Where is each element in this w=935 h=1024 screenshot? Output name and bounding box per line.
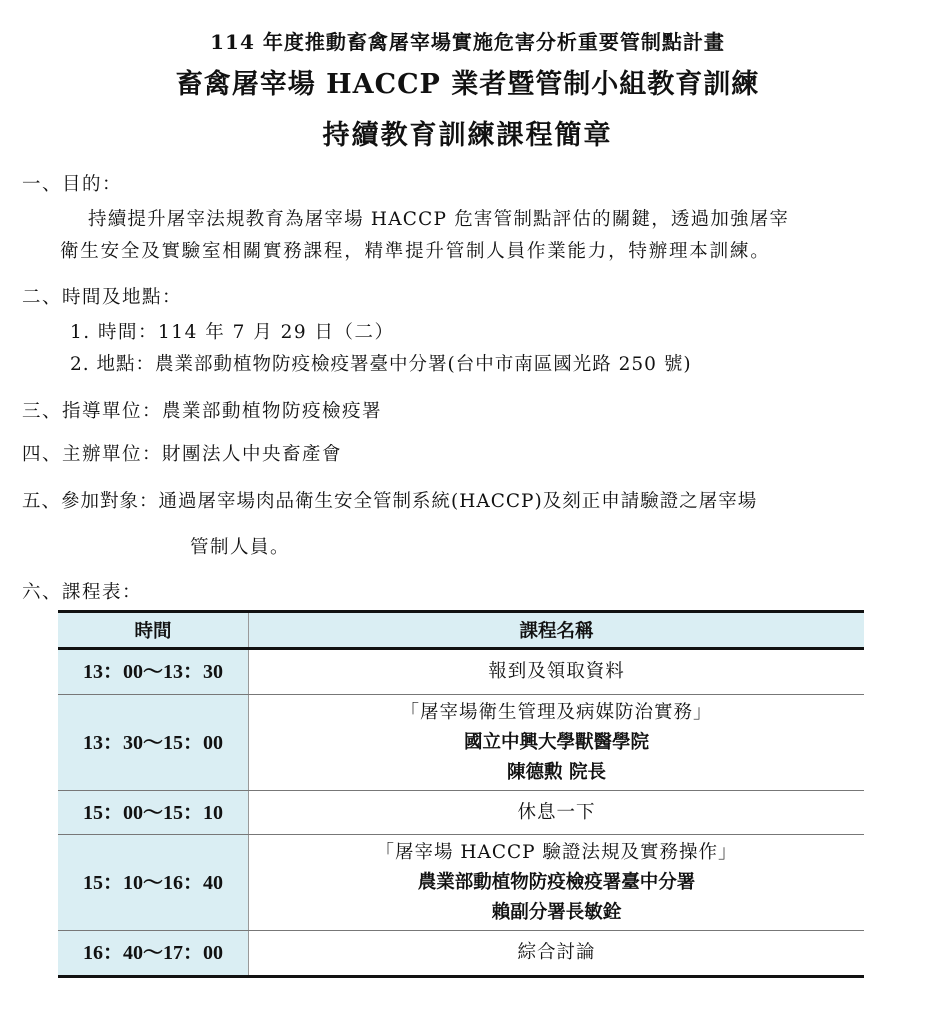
plan-title: 114 年度推動畜禽屠宰場實施危害分析重要管制點計畫: [210, 30, 725, 54]
organizer-unit: 四、主辦單位：財團法人中央畜產會: [22, 444, 343, 465]
purpose-heading: 一、目的：: [22, 174, 123, 195]
table-row: [58, 791, 864, 835]
table-row: [58, 649, 864, 695]
purpose-text-line2: 衛生安全及實驗室相關實務課程，精準提升管制人員作業能力，特辦理本訓練。: [60, 241, 771, 262]
table-row: [58, 931, 864, 977]
guidance-unit: 三、指導單位：農業部動植物防疫檢疫署: [22, 401, 383, 422]
speaker-affiliation: 國立中興大學獸醫學院: [463, 731, 649, 753]
session-course: [249, 649, 865, 695]
course-column-header: 課程名稱: [249, 612, 865, 649]
course-title: 報到及領取資料: [488, 661, 625, 682]
course-title: 「屠宰場衛生管理及病媒防治實務」: [400, 701, 713, 723]
session-course: [249, 695, 865, 791]
session-time: 16：40～17：00: [58, 931, 249, 977]
speaker-name: 賴副分署長敏銓: [491, 901, 622, 923]
event-location: 2. 地點：農業部動植物防疫檢疫署臺中分署(台中市南區國光路 250 號): [70, 354, 692, 375]
time-column-header: 時間: [58, 612, 249, 649]
schedule-header-row: [58, 612, 864, 649]
session-time: 15：10～16：40: [58, 835, 249, 931]
session-course: [249, 835, 865, 931]
speaker-affiliation: 農業部動植物防疫檢疫署臺中分署: [417, 871, 696, 893]
participants-line2: 管制人員。: [190, 537, 291, 558]
session-time: 15：00～15：10: [58, 791, 249, 835]
course-title: 「屠宰場 HACCP 驗證法規及實務操作」: [375, 841, 738, 863]
course-title: 綜合討論: [517, 942, 596, 963]
participants-line1: 五、參加對象：通過屠宰場肉品衛生安全管制系統(HACCP)及刻正申請驗證之屠宰場: [22, 491, 758, 512]
schedule-table: [58, 610, 864, 978]
table-row: [58, 695, 864, 791]
session-time: 13：00～13：30: [58, 649, 249, 695]
table-row: [58, 835, 864, 931]
purpose-text-line1: 持續提升屠宰法規教育為屠宰場 HACCP 危害管制點評估的關鍵，透過加強屠宰: [88, 209, 790, 230]
session-course: [249, 931, 865, 977]
brochure-title: 持續教育訓練課程簡章: [322, 120, 613, 151]
speaker-name: 陳德勲 院長: [507, 761, 606, 783]
time-place-heading: 二、時間及地點：: [22, 287, 183, 308]
training-title: 畜禽屠宰場 HACCP 業者暨管制小組教育訓練: [175, 69, 760, 100]
session-time: 13：30～15：00: [58, 695, 249, 791]
schedule-heading: 六、課程表：: [22, 582, 143, 603]
event-time: 1. 時間：114 年 7 月 29 日（二）: [70, 322, 395, 343]
session-course: [249, 791, 865, 835]
course-title: 休息一下: [517, 801, 596, 823]
